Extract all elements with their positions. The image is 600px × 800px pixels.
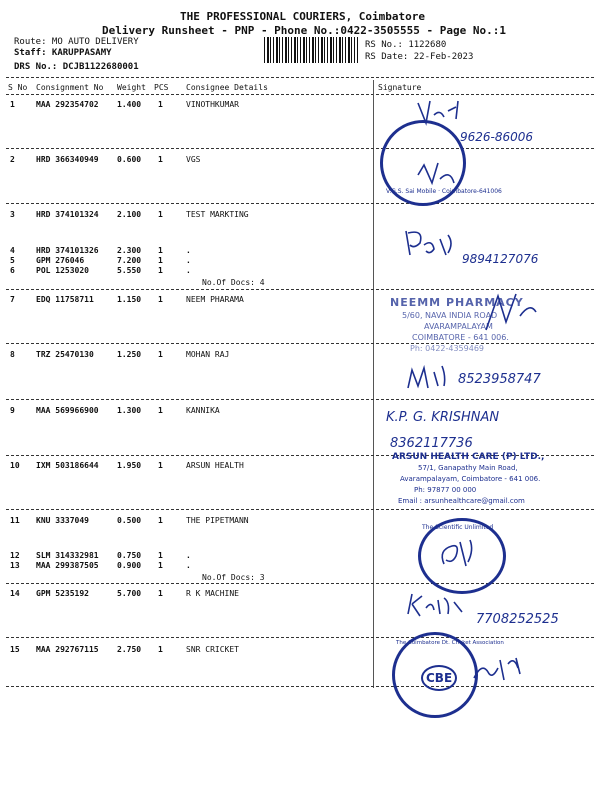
barcode — [264, 37, 358, 63]
row-consignee: . — [186, 561, 191, 570]
row-weight: 1.150 — [117, 295, 142, 304]
row-consignment: HRD 374101324 — [36, 210, 99, 219]
row-sno: 8 — [10, 350, 15, 359]
row-sno: 2 — [10, 155, 15, 164]
row-consignee: SNR CRICKET — [186, 645, 239, 654]
row-weight: 0.900 — [117, 561, 142, 570]
row-consignee: VGS — [186, 155, 201, 164]
arsun-stamp-line1: 57/1, Ganapathy Main Road, — [418, 464, 518, 472]
row-pcs: 1 — [158, 155, 163, 164]
row-pcs: 1 — [158, 295, 163, 304]
row-sno: 1 — [10, 100, 15, 109]
row-consignee: . — [186, 266, 191, 275]
row-pcs: 1 — [158, 551, 163, 560]
neem-stamp-name: NEEMM PHARMACY — [390, 296, 524, 309]
row-sno: 15 — [10, 645, 20, 654]
row-weight: 1.400 — [117, 100, 142, 109]
column-header-signature: Signature — [378, 83, 422, 92]
row-pcs: 1 — [158, 561, 163, 570]
handwritten-phone-row8: 8523958747 — [458, 372, 541, 387]
runsheet-subtitle: Delivery Runsheet - PNP - Phone No.:0422-3505555 - Page No.:1 — [102, 24, 506, 37]
row-sno: 14 — [10, 589, 20, 598]
rs-number: RS No.: 1122680 — [365, 40, 447, 50]
docs-count-note: No.Of Docs: 3 — [202, 573, 265, 582]
row-consignment: SLM 314332981 — [36, 551, 99, 560]
column-header-consignee: Consignee Details — [186, 83, 268, 92]
signature-column-border — [373, 80, 374, 688]
divider — [6, 399, 594, 400]
row-consignee: . — [186, 246, 191, 255]
row-consignee: NEEM PHARAMA — [186, 295, 244, 304]
cricket-stamp-ring-text: The Coimbatore Dt. Cricket Association — [396, 640, 504, 646]
row-consignment: GPM 276046 — [36, 256, 85, 265]
row-sno: 6 — [10, 266, 15, 275]
row-weight: 2.100 — [117, 210, 142, 219]
row-sno: 3 — [10, 210, 15, 219]
column-header-consignment: Consignment No — [36, 83, 104, 92]
row-consignment: POL 1253020 — [36, 266, 89, 275]
row-pcs: 1 — [158, 256, 163, 265]
row-weight: 5.700 — [117, 589, 142, 598]
row-consignment: GPM 5235192 — [36, 589, 89, 598]
route-label: Route: MO AUTO DELIVERY — [14, 37, 139, 47]
row-weight: 0.750 — [117, 551, 142, 560]
row-pcs: 1 — [158, 266, 163, 275]
row-weight: 1.300 — [117, 406, 142, 415]
neem-stamp-line2: AVARAMPALAYAM — [424, 322, 493, 331]
row-sno: 13 — [10, 561, 20, 570]
row-pcs: 1 — [158, 645, 163, 654]
neem-stamp-line3: COIMBATORE - 641 006. — [412, 333, 509, 342]
row-sno: 11 — [10, 516, 20, 525]
row-pcs: 1 — [158, 589, 163, 598]
row-consignment: MAA 292767115 — [36, 645, 99, 654]
vgs-stamp-ring-text: V.G.S. Sai Mobile · Coimbatore-641006 — [386, 188, 502, 195]
row-weight: 0.600 — [117, 155, 142, 164]
neem-stamp-line1: 5/60, NAVA INDIA ROAD — [402, 311, 498, 320]
row-weight: 1.250 — [117, 350, 142, 359]
row-pcs: 1 — [158, 461, 163, 470]
row-consignment: MAA 569966900 — [36, 406, 99, 415]
signature-row8 — [404, 360, 464, 396]
row-pcs: 1 — [158, 246, 163, 255]
rs-date: RS Date: 22-Feb-2023 — [365, 52, 474, 62]
row-consignee: R K MACHINE — [186, 589, 239, 598]
row-consignment: IXM 503186644 — [36, 461, 99, 470]
company-title: THE PROFESSIONAL COURIERS, Coimbatore — [180, 10, 426, 23]
column-header-weight: Weight — [117, 83, 146, 92]
row-weight: 0.500 — [117, 516, 142, 525]
arsun-stamp-email: Email : arsunhealthcare@gmail.com — [398, 497, 525, 505]
row-sno: 9 — [10, 406, 15, 415]
handwritten-phone-row1: 9626-86006 — [460, 130, 534, 144]
row-consignee: . — [186, 551, 191, 560]
row-pcs: 1 — [158, 100, 163, 109]
row-consignment: TRZ 25470130 — [36, 350, 94, 359]
signature-row15 — [470, 650, 530, 690]
arsun-stamp-line2: Avarampalayam, Coimbatore - 641 006. — [400, 475, 541, 483]
signature-row14 — [404, 590, 474, 622]
row-pcs: 1 — [158, 406, 163, 415]
row-weight: 1.950 — [117, 461, 142, 470]
row-weight: 7.200 — [117, 256, 142, 265]
row-consignee: MOHAN RAJ — [186, 350, 230, 359]
row-weight: 5.550 — [117, 266, 142, 275]
row-consignment: MAA 299387505 — [36, 561, 99, 570]
handwritten-phone-row14: 7708252525 — [476, 612, 559, 627]
row-consignee: KANNIKA — [186, 406, 220, 415]
row-consignment: HRD 366340949 — [36, 155, 99, 164]
row-weight: 2.300 — [117, 246, 142, 255]
row-sno: 7 — [10, 295, 15, 304]
row-consignment: EDQ 11758711 — [36, 295, 94, 304]
row-weight: 2.750 — [117, 645, 142, 654]
row-consignee: VINOTHKUMAR — [186, 100, 239, 109]
divider — [6, 637, 594, 638]
staff-label: Staff: KARUPPASAMY — [14, 48, 112, 58]
row-consignee: ARSUN HEALTH — [186, 461, 244, 470]
arsun-stamp-name: ARSUN HEALTH CARE (P) LTD., — [392, 452, 545, 462]
signature-row7 — [480, 290, 560, 340]
row-consignee: THE PIPETMANN — [186, 516, 249, 525]
row-pcs: 1 — [158, 350, 163, 359]
signature-row11 — [436, 534, 486, 574]
row-sno: 12 — [10, 551, 20, 560]
divider — [6, 77, 594, 78]
drs-number: DRS No.: DCJB1122680001 — [14, 62, 139, 72]
docs-count-note: No.Of Docs: 4 — [202, 278, 265, 287]
pipetmann-stamp-ring-text: The Scientific Unlimited — [422, 524, 494, 531]
row-consignment: MAA 292354702 — [36, 100, 99, 109]
row-consignee: TEST MARKTING — [186, 210, 249, 219]
row-consignment: KNU 3337049 — [36, 516, 89, 525]
row-sno: 5 — [10, 256, 15, 265]
column-header-sno: S No — [8, 83, 28, 92]
handwritten-phone-row9: 8362117736 — [390, 436, 473, 451]
row-sno: 4 — [10, 246, 15, 255]
divider — [6, 343, 594, 344]
row-pcs: 1 — [158, 210, 163, 219]
row-consignment: HRD 374101326 — [36, 246, 99, 255]
handwritten-name-row9: K.P. G. KRISHNAN — [386, 410, 500, 425]
divider — [6, 509, 594, 510]
row-sno: 10 — [10, 461, 20, 470]
arsun-stamp-phone: Ph: 97877 00 000 — [414, 486, 477, 494]
neem-stamp-phone: Ph: 0422-4359469 — [410, 344, 485, 353]
divider — [6, 583, 594, 584]
cricket-stamp-center: CBE — [421, 665, 457, 691]
signature-row1 — [378, 95, 588, 205]
row-consignee: . — [186, 256, 191, 265]
row-pcs: 1 — [158, 516, 163, 525]
handwritten-phone-row3: 9894127076 — [462, 252, 539, 266]
column-header-pcs: PCS — [154, 83, 169, 92]
